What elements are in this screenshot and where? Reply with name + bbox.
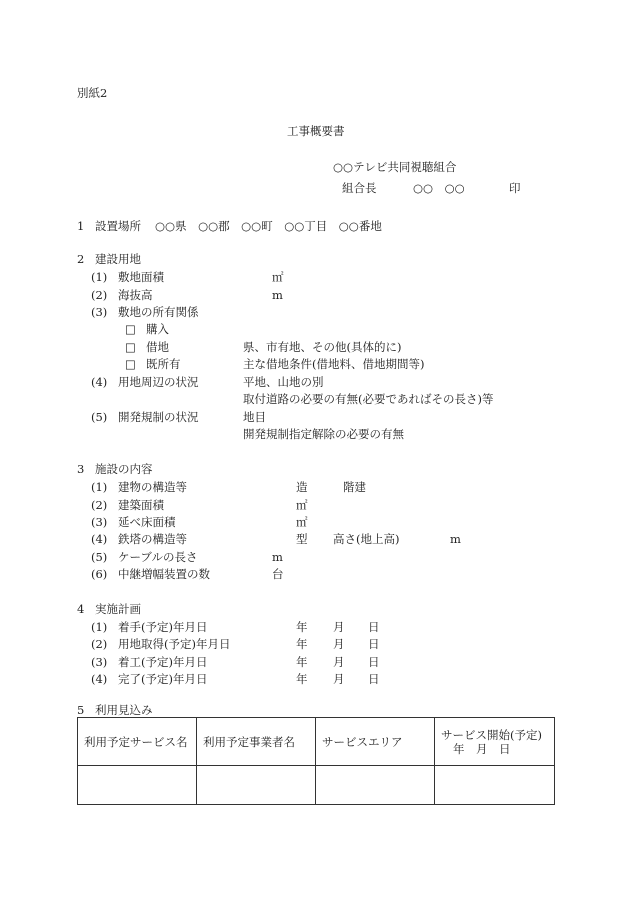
s2-item-5-number: (5) bbox=[91, 410, 108, 424]
document-title: 工事概要書 bbox=[287, 124, 345, 138]
chair-label: 組合長 bbox=[342, 181, 377, 195]
s2-item-1-label: 敷地面積 bbox=[118, 270, 164, 284]
usage-table-row bbox=[78, 766, 555, 805]
s2-item-4-label: 用地周辺の状況 bbox=[118, 375, 199, 389]
s4-item-1-day: 日 bbox=[368, 620, 380, 634]
chair-name: ○○ ○○ bbox=[413, 181, 465, 195]
s3-item-4-type: 型 bbox=[296, 532, 308, 546]
cell-service-area[interactable] bbox=[316, 766, 435, 805]
s3-item-2-label: 建築面積 bbox=[118, 498, 164, 512]
checkbox-lease[interactable]: □ bbox=[125, 340, 136, 354]
s2-item-2-unit: m bbox=[272, 288, 283, 302]
section-1-address: ○○県 ○○郡 ○○町 ○○丁目 ○○番地 bbox=[155, 219, 382, 233]
s4-item-4-label: 完了(予定)年月日 bbox=[118, 672, 208, 686]
organization-name: ○○テレビ共同視聴組合 bbox=[333, 160, 457, 174]
s2-item-5-label: 開発規制の状況 bbox=[118, 410, 199, 424]
option-lease-note: 県、市有地、その他(具体的に) bbox=[243, 340, 402, 354]
option-owned-label: 既所有 bbox=[146, 357, 181, 371]
s3-item-4-number: (4) bbox=[91, 532, 108, 546]
s3-item-4-height-label: 高さ(地上高) bbox=[333, 532, 400, 546]
s3-item-5-unit: m bbox=[272, 550, 283, 564]
cell-service-start[interactable] bbox=[435, 766, 555, 805]
header-service-area: サービスエリア bbox=[316, 718, 435, 766]
s3-item-3-number: (3) bbox=[91, 515, 108, 529]
s2-item-2-label: 海抜高 bbox=[118, 288, 153, 302]
s4-item-1-year: 年 bbox=[296, 620, 308, 634]
s3-item-1-number: (1) bbox=[91, 480, 108, 494]
s2-item-2-number: (2) bbox=[91, 288, 108, 302]
seal-mark: 印 bbox=[509, 181, 521, 195]
option-purchase-label: 購入 bbox=[146, 322, 169, 336]
option-lease-label: 借地 bbox=[146, 340, 169, 354]
s3-item-6-label: 中継増幅装置の数 bbox=[118, 567, 210, 581]
s4-item-3-label: 着工(予定)年月日 bbox=[118, 655, 208, 669]
header-service-start-label: サービス開始(予定) bbox=[441, 727, 542, 742]
s3-item-6-unit: 台 bbox=[272, 567, 284, 581]
s4-item-3-day: 日 bbox=[368, 655, 380, 669]
s2-item-3-number: (3) bbox=[91, 305, 108, 319]
s4-item-1-month: 月 bbox=[333, 620, 345, 634]
section-4-title: 実施計画 bbox=[95, 602, 141, 616]
s4-item-3-month: 月 bbox=[333, 655, 345, 669]
s4-item-3-number: (3) bbox=[91, 655, 108, 669]
section-2-title: 建設用地 bbox=[95, 252, 141, 266]
usage-table-header-row bbox=[78, 718, 555, 766]
section-1-number: 1 bbox=[77, 219, 85, 233]
s3-item-1-label: 建物の構造等 bbox=[118, 480, 187, 494]
s4-item-3-year: 年 bbox=[296, 655, 308, 669]
s3-item-2-unit: ㎡ bbox=[296, 498, 308, 512]
section-5-title: 利用見込み bbox=[95, 703, 153, 717]
s3-item-1-floors: 階建 bbox=[343, 480, 366, 494]
s2-item-3-label: 敷地の所有関係 bbox=[118, 305, 199, 319]
s2-item-4-number: (4) bbox=[91, 375, 108, 389]
usage-table bbox=[77, 717, 555, 805]
cell-service-name[interactable] bbox=[78, 766, 197, 805]
s2-item-4-note-2: 取付道路の必要の有無(必要であればその長さ)等 bbox=[243, 392, 494, 406]
section-5-number: 5 bbox=[77, 703, 85, 717]
s3-item-5-number: (5) bbox=[91, 550, 108, 564]
s4-item-4-month: 月 bbox=[333, 672, 345, 686]
s4-item-2-number: (2) bbox=[91, 637, 108, 651]
s3-item-3-label: 延べ床面積 bbox=[118, 515, 176, 529]
s3-item-2-number: (2) bbox=[91, 498, 108, 512]
header-service-name: 利用予定サービス名 bbox=[78, 718, 197, 766]
s3-item-4-unit: m bbox=[450, 532, 461, 546]
section-4-number: 4 bbox=[77, 602, 85, 616]
s4-item-1-number: (1) bbox=[91, 620, 108, 634]
section-2-number: 2 bbox=[77, 252, 85, 266]
s4-item-1-label: 着手(予定)年月日 bbox=[118, 620, 208, 634]
checkbox-purchase[interactable]: □ bbox=[125, 322, 136, 336]
s3-item-5-label: ケーブルの長さ bbox=[118, 550, 198, 564]
header-service-start bbox=[435, 718, 555, 766]
s4-item-2-month: 月 bbox=[333, 637, 345, 651]
s4-item-4-number: (4) bbox=[91, 672, 108, 686]
s2-item-1-unit: ㎡ bbox=[272, 270, 284, 284]
cell-operator-name[interactable] bbox=[197, 766, 316, 805]
s4-item-2-day: 日 bbox=[368, 637, 380, 651]
s2-item-1-number: (1) bbox=[91, 270, 108, 284]
header-operator-name: 利用予定事業者名 bbox=[197, 718, 316, 766]
s2-item-5-note-2: 開発規制指定解除の必要の有無 bbox=[243, 427, 404, 441]
section-3-number: 3 bbox=[77, 462, 85, 476]
s4-item-2-year: 年 bbox=[296, 637, 308, 651]
checkbox-owned[interactable]: □ bbox=[125, 357, 136, 371]
s3-item-4-label: 鉄塔の構造等 bbox=[118, 532, 187, 546]
s3-item-6-number: (6) bbox=[91, 567, 108, 581]
attachment-label: 別紙2 bbox=[77, 86, 108, 100]
section-1-title: 設置場所 bbox=[95, 219, 141, 233]
s2-item-5-note-1: 地目 bbox=[243, 410, 266, 424]
s4-item-4-day: 日 bbox=[368, 672, 380, 686]
s2-item-4-note-1: 平地、山地の別 bbox=[243, 375, 324, 389]
option-owned-note: 主な借地条件(借地料、借地期間等) bbox=[243, 357, 425, 371]
s3-item-1-structure: 造 bbox=[296, 480, 308, 494]
s4-item-4-year: 年 bbox=[296, 672, 308, 686]
s3-item-3-unit: ㎡ bbox=[296, 515, 308, 529]
section-3-title: 施設の内容 bbox=[95, 462, 153, 476]
s4-item-2-label: 用地取得(予定)年月日 bbox=[118, 637, 231, 651]
header-service-start-date: 年 月 日 bbox=[453, 741, 511, 756]
